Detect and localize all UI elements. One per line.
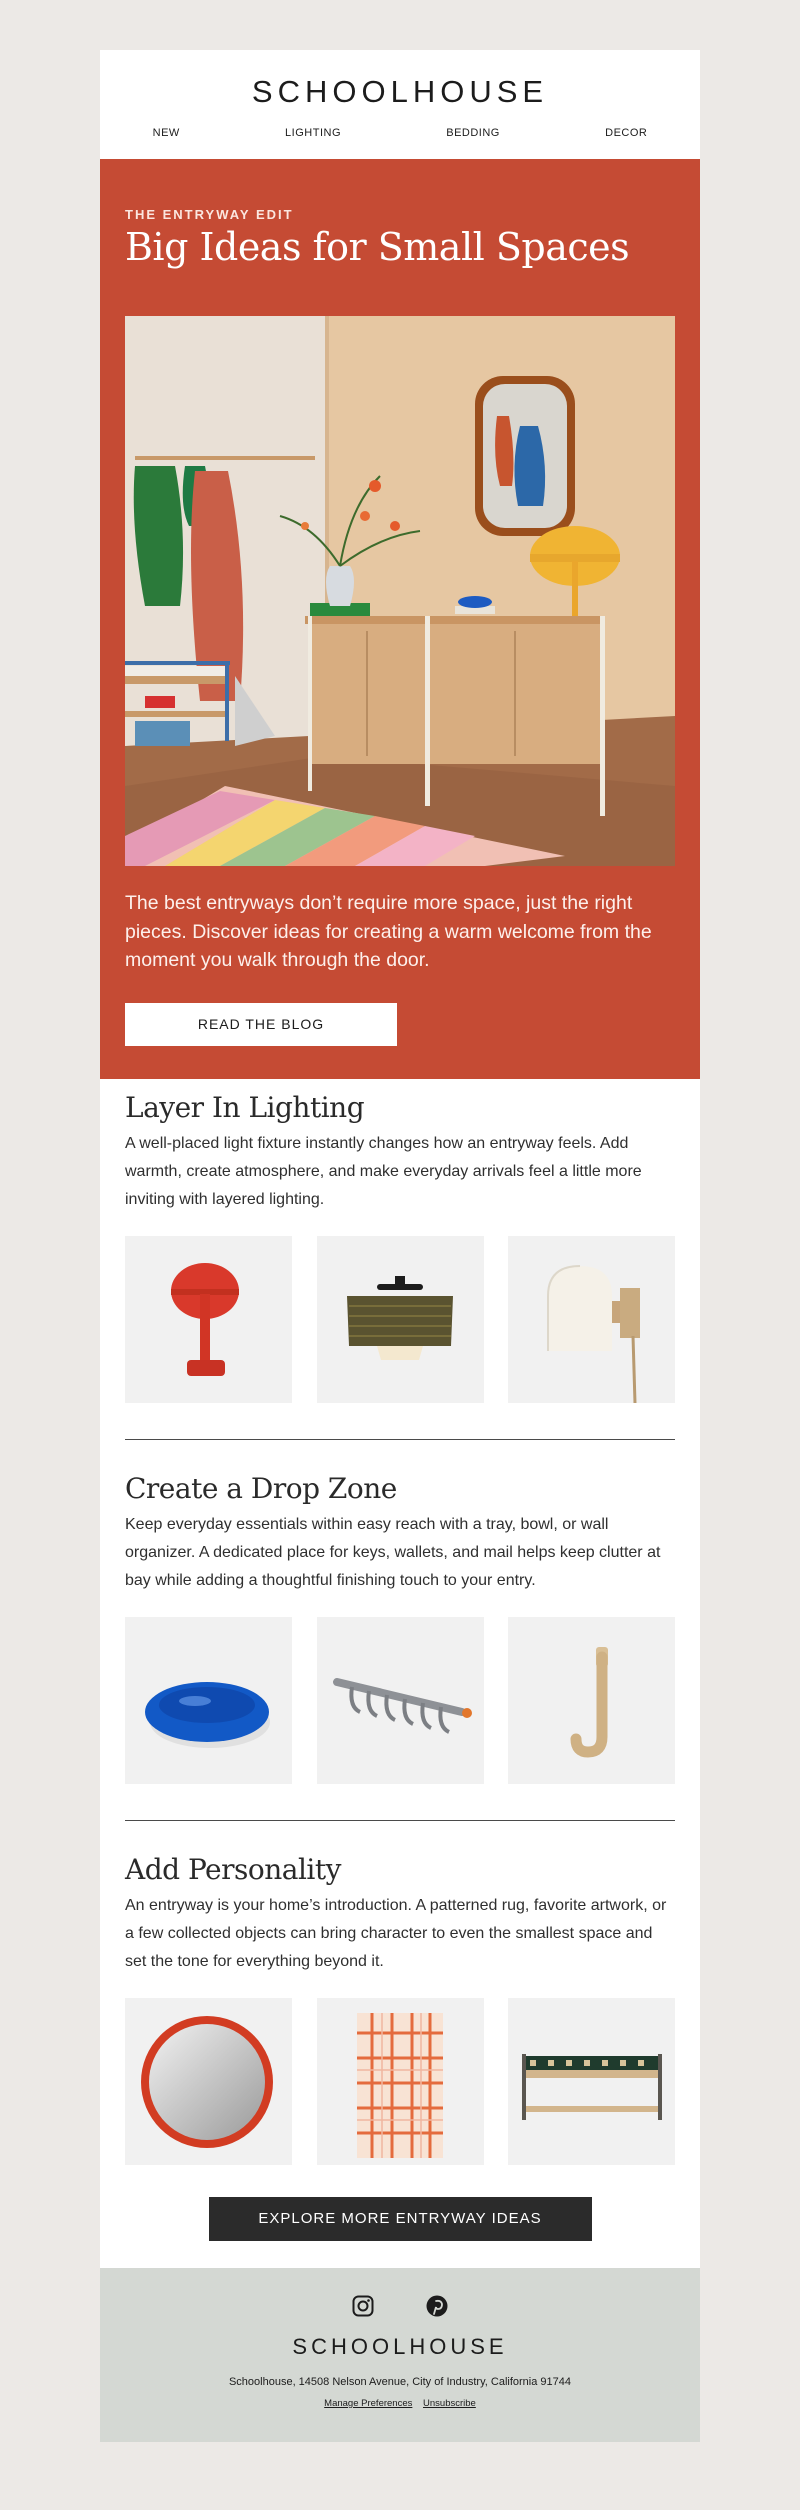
nav-bar xyxy=(100,127,700,139)
hero-title: Big Ideas for Small Spaces xyxy=(125,225,630,269)
nav-item-bedding[interactable]: BEDDING xyxy=(446,127,500,139)
cta-wrap xyxy=(100,2165,700,2268)
section-text: An entryway is your home’s introduction. A patterned rug, favorite artwork, or a few collected objects can bring character to even the smallest space and set the tone for everything beyond it. xyxy=(125,1897,667,1970)
product-entry-bench[interactable] xyxy=(508,1998,675,2165)
section-text: Keep everyday essentials within easy reach with a tray, bowl, or wall organizer. A dedicated place for keys, wallets, and mail helps keep clutter at bay while adding a thoughtful finishing touch to your entry. xyxy=(125,1516,661,1589)
hero-eyebrow: THE ENTRYWAY EDIT xyxy=(125,207,294,222)
product-row xyxy=(125,1236,675,1403)
product-row xyxy=(125,1617,675,1784)
explore-entryway-button[interactable]: EXPLORE MORE ENTRYWAY IDEAS xyxy=(209,2197,592,2241)
social-links xyxy=(100,2294,700,2318)
product-brass-flush-mount[interactable] xyxy=(317,1236,484,1403)
section-drop-zone xyxy=(100,1440,700,1784)
section-title: Add Personality xyxy=(125,1853,341,1886)
footer-address: Schoolhouse, 14508 Nelson Avenue, City of Industry, California 91744 xyxy=(228,2376,572,2388)
section-title: Create a Drop Zone xyxy=(125,1472,397,1505)
footer-logo[interactable]: SCHOOLHOUSE xyxy=(292,2334,508,2359)
product-white-wall-sconce[interactable] xyxy=(508,1236,675,1403)
footer-links xyxy=(100,2398,700,2409)
product-blue-catchall-bowl[interactable] xyxy=(125,1617,292,1784)
read-blog-button[interactable]: READ THE BLOG xyxy=(125,1003,397,1046)
divider-wrap xyxy=(100,1784,700,1821)
header xyxy=(100,50,700,159)
section-title: Layer In Lighting xyxy=(125,1091,365,1124)
unsubscribe-link[interactable]: Unsubscribe xyxy=(423,2398,476,2409)
nav-item-lighting[interactable]: LIGHTING xyxy=(285,127,341,139)
nav-item-new[interactable]: NEW xyxy=(152,127,180,139)
manage-preferences-link[interactable]: Manage Preferences xyxy=(324,2398,413,2409)
section-lighting xyxy=(100,1079,700,1403)
hero-section xyxy=(100,159,700,1079)
brand-logo[interactable]: SCHOOLHOUSE xyxy=(251,74,549,109)
email-container xyxy=(100,50,700,2442)
product-plaid-runner-rug[interactable] xyxy=(317,1998,484,2165)
product-row xyxy=(125,1998,675,2165)
section-text: A well-placed light fixture instantly changes how an entryway feels. Add warmth, create atmosphere, and make everyday arrivals feel a little more inviting with layered lighting. xyxy=(125,1135,642,1208)
footer xyxy=(100,2268,700,2442)
product-red-table-lamp[interactable] xyxy=(125,1236,292,1403)
hero-description: The best entryways don’t require more space, just the right pieces. Discover ideas for creating a warm welcome from the moment you walk through the door. xyxy=(125,892,652,971)
product-wall-hook-rail[interactable] xyxy=(317,1617,484,1784)
hero-image-entryway[interactable] xyxy=(125,316,675,866)
instagram-icon[interactable] xyxy=(351,2294,375,2318)
divider-wrap xyxy=(100,1403,700,1440)
product-red-round-mirror[interactable] xyxy=(125,1998,292,2165)
pinterest-icon[interactable] xyxy=(425,2294,449,2318)
section-personality xyxy=(100,1821,700,2165)
nav-item-decor[interactable]: DECOR xyxy=(605,127,648,139)
product-wood-j-hook[interactable] xyxy=(508,1617,675,1784)
